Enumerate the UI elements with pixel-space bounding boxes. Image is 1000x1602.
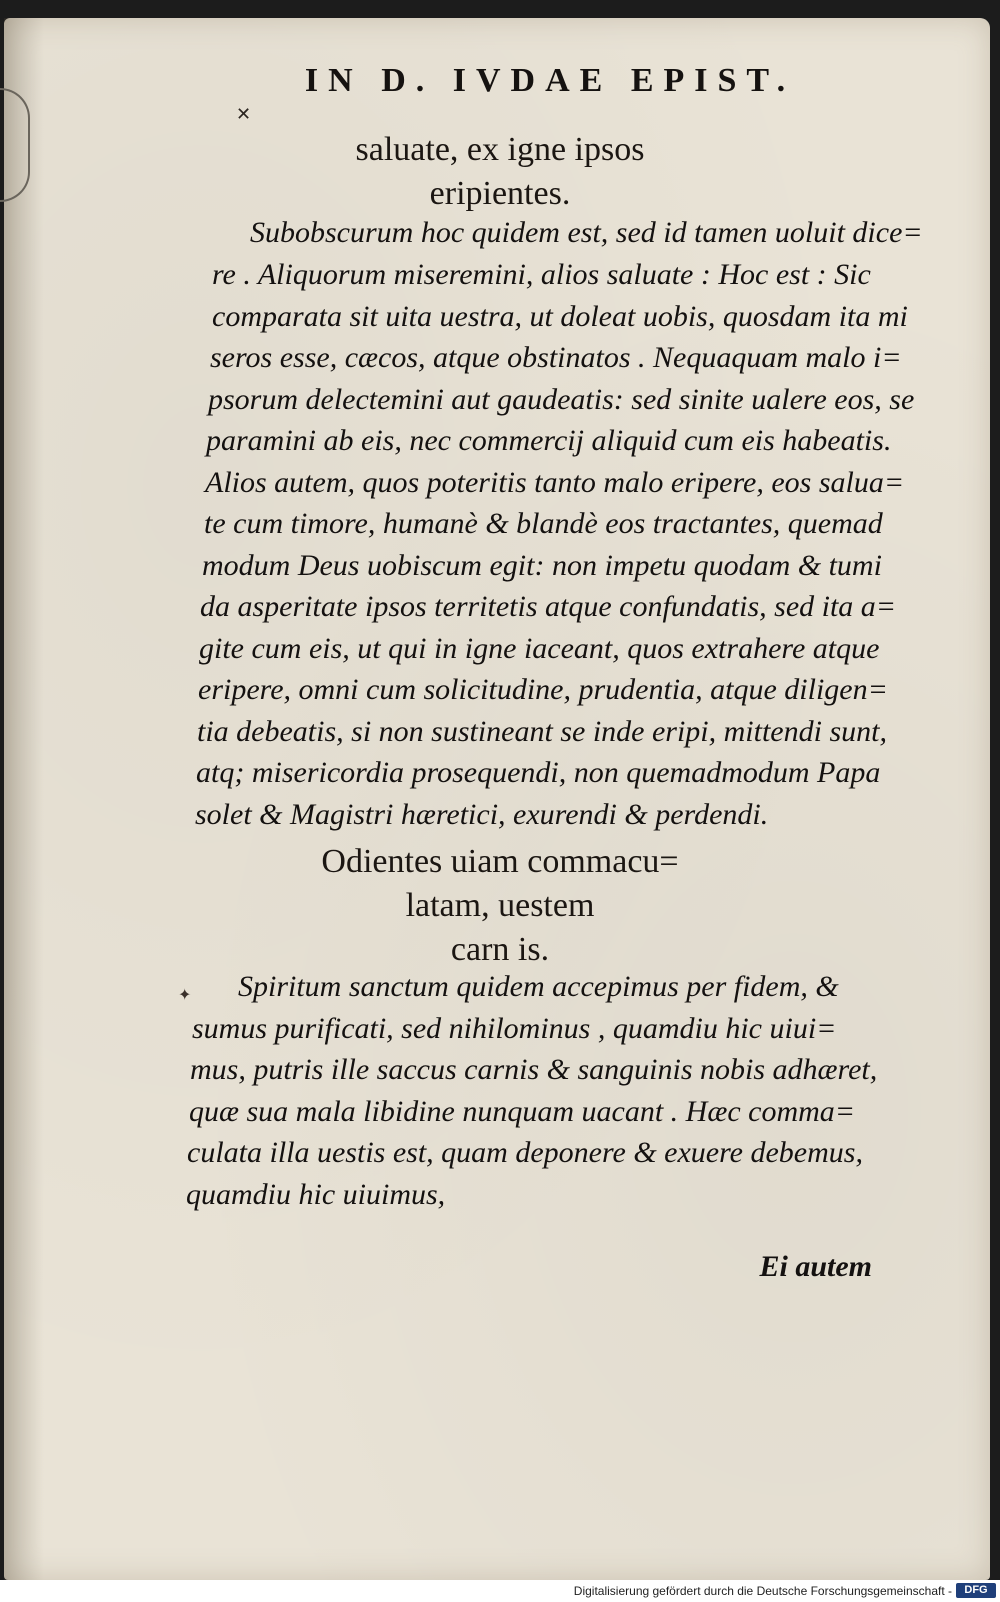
binding-shadow bbox=[4, 18, 44, 1580]
footer-credit: Digitalisierung gefördert durch die Deutsche Forschungsgemeinschaft - bbox=[573, 1584, 952, 1598]
body-line: paramini ab eis, nec commercij aliquid cum eis habeatis. bbox=[206, 424, 892, 457]
body-line: da asperitate ipsos territetis atque confundatis, sed ita a= bbox=[200, 590, 897, 623]
body-line: seros esse, cæcos, atque obstinatos . Nequaquam malo i= bbox=[210, 341, 902, 374]
body-line: Alios autem, quos poteritis tanto malo eripere, eos salua= bbox=[205, 466, 905, 499]
body-line: solet & Magistri hæretici, exurendi & perdendi. bbox=[195, 798, 769, 831]
body-line: tia debeatis, si non sustineant se inde eripi, mittendi sunt, bbox=[197, 715, 887, 748]
section2-heading-line: latam, uestem bbox=[405, 887, 595, 924]
body-line: Spiritum sanctum quidem accepimus per fidem, & bbox=[238, 970, 839, 1003]
body-line: psorum delectemini aut gaudeatis: sed sinite ualere eos, se bbox=[208, 383, 915, 416]
body-line: culata illa uestis est, quam deponere & exuere debemus, bbox=[187, 1136, 863, 1169]
body-line: modum Deus uobiscum egit: non impetu quodam & tumi bbox=[202, 549, 882, 582]
body-line: te cum timore, humanè & blandè eos tractantes, quemad bbox=[204, 507, 883, 540]
body-line: quæ sua mala libidine nunquam uacant . Hæc comma= bbox=[189, 1095, 856, 1128]
body-line: mus, putris ille saccus carnis & sanguinis nobis adhæret, bbox=[190, 1053, 878, 1086]
body-line: sumus purificati, sed nihilominus , quamdiu hic uiui= bbox=[192, 1012, 837, 1045]
catchword: Ei autem bbox=[759, 1250, 872, 1283]
body-line: eripere, omni cum solicitudine, prudentia, atque diligen= bbox=[198, 673, 888, 706]
body-line: gite cum eis, ut qui in igne iaceant, quos extrahere atque bbox=[199, 632, 880, 665]
body-line: quamdiu hic uiuimus, bbox=[186, 1178, 446, 1211]
body-line: comparata sit uita uestra, ut doleat uobis, quosdam ita mi bbox=[212, 300, 908, 333]
section2-heading-line: carn is. bbox=[450, 931, 550, 968]
body-line: re . Aliquorum miseremini, alios saluate : Hoc est : Sic bbox=[212, 258, 871, 291]
section2-heading-line: Odientes uiam commacu= bbox=[321, 843, 679, 880]
running-header bbox=[0, 62, 1000, 100]
dfg-logo: DFG bbox=[956, 1583, 996, 1598]
running-title: IN D. IVDAE EPIST. bbox=[304, 62, 796, 99]
section1-heading-line: saluate, ex igne ipsos bbox=[355, 131, 645, 168]
section1-heading-line: eripientes. bbox=[429, 175, 571, 212]
body-line: atq; misericordia prosequendi, non quemadmodum Papa bbox=[196, 756, 881, 789]
body-line: Subobscurum hoc quidem est, sed id tamen uoluit dice= bbox=[250, 216, 923, 249]
digitization-footer bbox=[0, 1580, 1000, 1602]
ornament-mark-icon: ✕ bbox=[236, 104, 252, 124]
margin-mark-icon: ✦ bbox=[178, 987, 192, 1004]
